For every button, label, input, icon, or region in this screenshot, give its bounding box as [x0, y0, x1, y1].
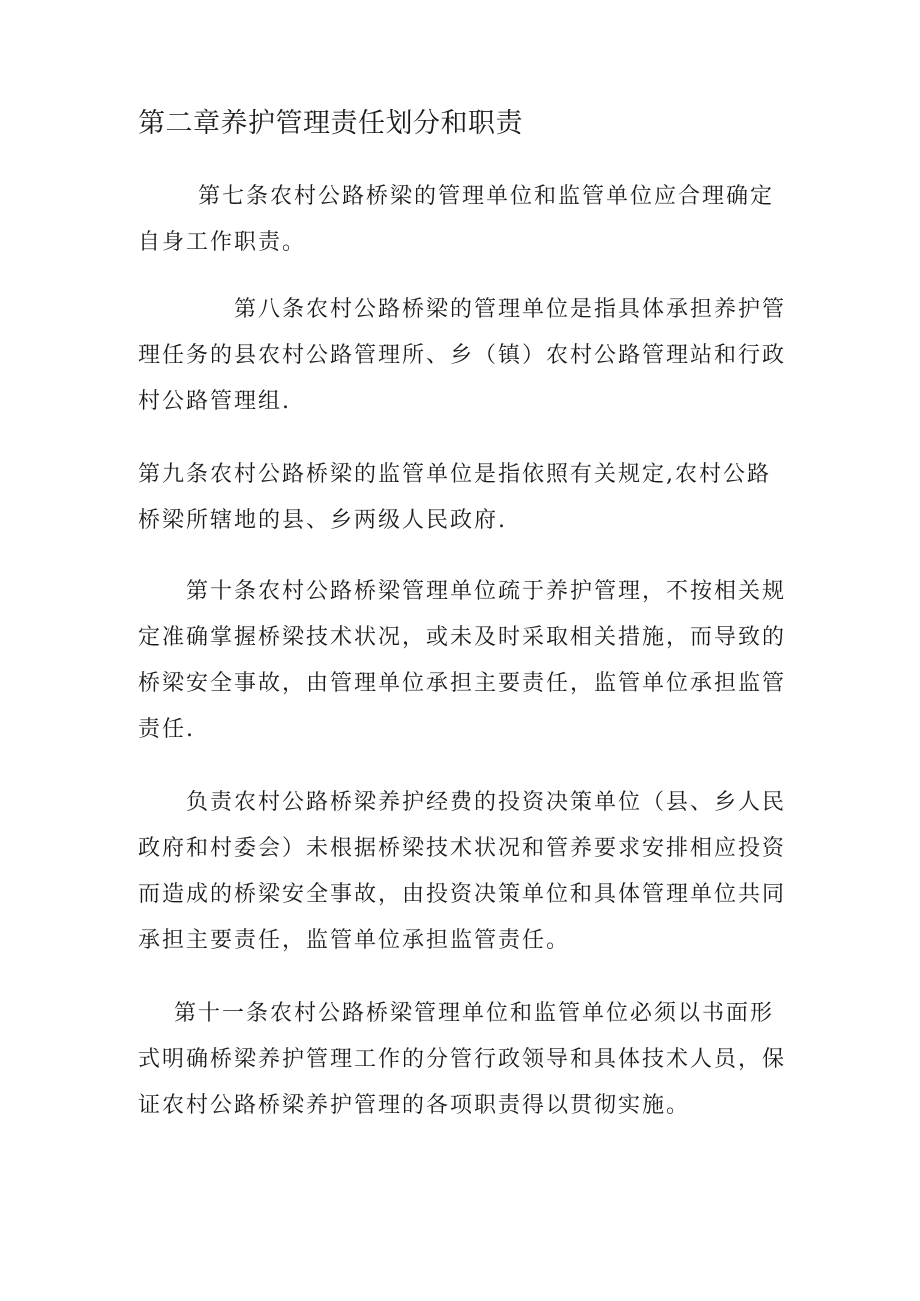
paragraph-article-8	[138, 287, 787, 425]
paragraph-line: 第七条农村公路桥梁的管理单位和监管单位应合理确定	[198, 184, 775, 209]
paragraph-line: 式明确桥梁养护管理工作的分管行政领导和具体技术人员，保	[138, 1047, 787, 1072]
paragraph-investment-responsibility	[138, 780, 787, 964]
paragraph-line: 第八条农村公路桥梁的管理单位是指具体承担养护管	[234, 297, 787, 322]
paragraph-line: 桥梁所辖地的县、乡两级人民政府.	[138, 508, 507, 533]
paragraph-line: 而造成的桥梁安全事故，由投资决策单位和具体管理单位共同	[138, 882, 787, 907]
paragraph-article-9	[138, 452, 778, 544]
paragraph-line: 自身工作职责。	[138, 230, 307, 255]
paragraph-line: 理任务的县农村公路管理所、乡（镇）农村公路管理站和行政	[138, 343, 787, 368]
paragraph-line: 承担主要责任，监管单位承担监管责任。	[138, 928, 571, 953]
paragraph-article-7	[138, 174, 778, 266]
paragraph-line: 政府和村委会）未根据桥梁技术状况和管养要求安排相应投资	[138, 836, 787, 861]
paragraph-line: 证农村公路桥梁养护管理的各项职责得以贯彻实施。	[138, 1093, 691, 1118]
paragraph-article-10	[138, 569, 787, 753]
paragraph-line: 定准确掌握桥梁技术状况，或未及时采取相关措施，而导致的	[138, 625, 787, 650]
paragraph-line: 第十一条农村公路桥梁管理单位和监管单位必须以书面形	[174, 1001, 775, 1026]
paragraph-line: 第九条农村公路桥梁的监管单位是指依照有关规定,农村公路	[138, 462, 771, 487]
paragraph-line: 第十条农村公路桥梁管理单位疏于养护管理，不按相关规	[186, 579, 787, 604]
chapter-title: 第二章养护管理责任划分和职责	[138, 108, 523, 139]
paragraph-line: 责任.	[138, 717, 195, 742]
paragraph-line: 村公路管理组.	[138, 389, 291, 414]
paragraph-article-11	[138, 991, 787, 1129]
paragraph-line: 桥梁安全事故，由管理单位承担主要责任，监管单位承担监管	[138, 671, 787, 696]
paragraph-line: 负责农村公路桥梁养护经费的投资决策单位（县、乡人民	[186, 790, 787, 815]
